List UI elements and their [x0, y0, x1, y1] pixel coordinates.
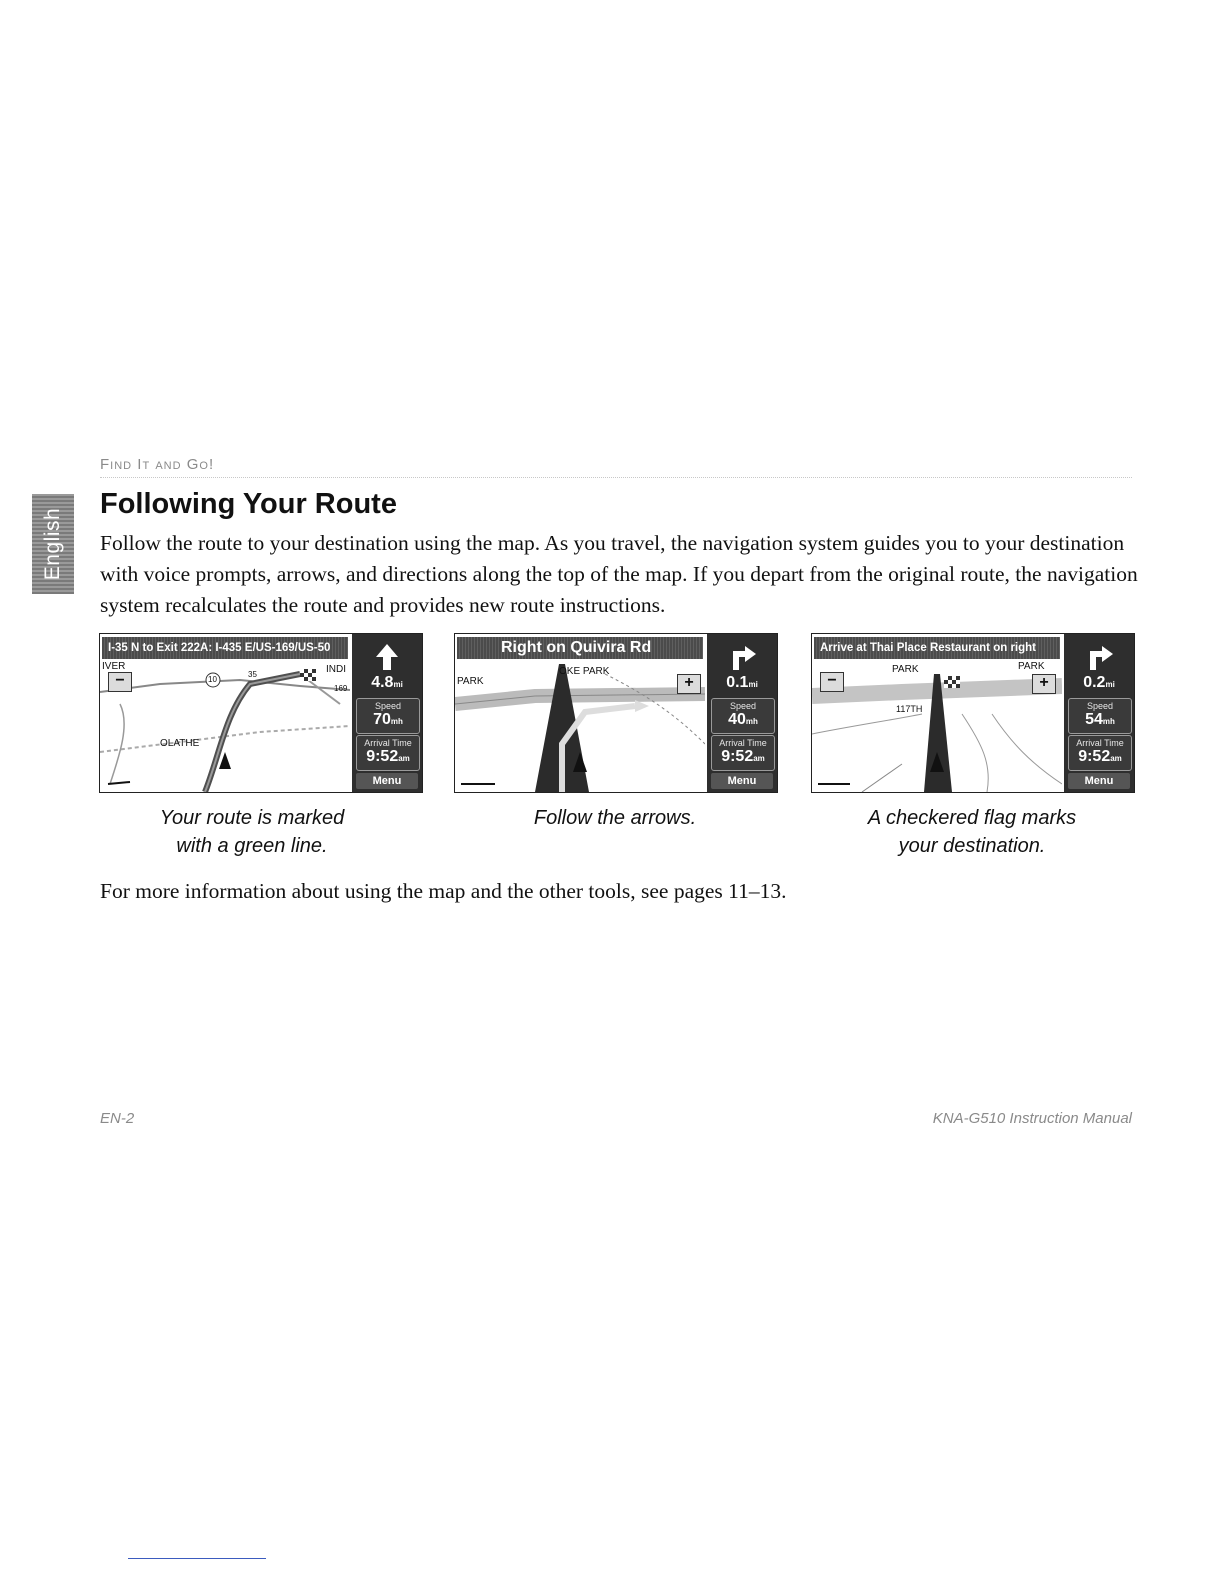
- speed-field[interactable]: Speed 54mh: [1068, 698, 1132, 734]
- caption-line: with a green line.: [176, 835, 328, 857]
- zoom-out-button[interactable]: −: [820, 672, 844, 692]
- speed-field[interactable]: Speed 40mh: [711, 698, 775, 734]
- language-tab-label: English: [41, 507, 64, 581]
- nav-screenshot-arrows: [454, 633, 778, 793]
- turn-right-arrow-icon: [727, 642, 757, 672]
- zoom-in-button[interactable]: +: [1032, 674, 1056, 694]
- arrival-time-field[interactable]: Arrival Time 9:52am: [711, 735, 775, 771]
- intro-paragraph: Follow the route to your destination using the map. As you travel, the navigation system guides you to your destination with voice prompts, arrows, and directions along the top of the map. If you depart from the original route, the navigation system recalculates the route and provides new route instructions.: [100, 531, 1138, 617]
- manual-title: KNA-G510 Instruction Manual: [932, 1110, 1132, 1127]
- caption-line: Your route is marked: [159, 807, 345, 829]
- map-label: 117TH: [896, 704, 923, 714]
- distance-to-turn[interactable]: 0.2mi: [1083, 674, 1115, 691]
- map-label: IVER: [102, 661, 126, 672]
- trip-panel: [1064, 634, 1134, 792]
- trip-panel: [352, 634, 422, 792]
- page-title: Following Your Route: [100, 488, 397, 520]
- caption-line: your destination.: [898, 835, 1046, 857]
- map-label: INDI: [326, 664, 346, 675]
- nav-screenshot-destination: [811, 633, 1135, 793]
- more-info-paragraph: For more information about using the map and the other tools, see pages 11–13.: [100, 879, 787, 903]
- turn-right-arrow-icon: [1084, 642, 1114, 672]
- instruction-banner: Right on Quivira Rd: [457, 637, 703, 659]
- distance-to-turn[interactable]: 4.8mi: [371, 674, 403, 691]
- language-tab: [32, 494, 74, 594]
- arrival-time-field[interactable]: Arrival Time 9:52am: [1068, 735, 1132, 771]
- page-number: EN-2: [100, 1110, 135, 1127]
- map-label: 35: [248, 670, 257, 679]
- map-label: PARK: [457, 676, 484, 687]
- bottom-rule: [128, 1558, 266, 1559]
- map-label: OLATHE: [160, 738, 200, 749]
- menu-button[interactable]: Menu: [356, 773, 418, 789]
- zoom-in-button[interactable]: +: [677, 674, 701, 694]
- figure-caption: [811, 804, 1133, 860]
- zoom-out-button[interactable]: −: [108, 672, 132, 692]
- figure-caption: [454, 804, 776, 832]
- caption-line: Follow the arrows.: [533, 807, 697, 829]
- nav-screenshot-route: [99, 633, 423, 793]
- distance-to-turn[interactable]: 0.1mi: [726, 674, 758, 691]
- caption-line: A checkered flag marks: [867, 807, 1077, 829]
- map-label: OKE PARK: [559, 666, 610, 677]
- map-label: 169: [334, 684, 348, 693]
- section-label: Find It and Go!: [100, 456, 1132, 478]
- map-label: PARK: [1018, 661, 1045, 672]
- map-label: PARK: [892, 664, 919, 675]
- menu-button[interactable]: Menu: [711, 773, 773, 789]
- instruction-banner: Arrive at Thai Place Restaurant on right: [814, 637, 1060, 659]
- menu-button[interactable]: Menu: [1068, 773, 1130, 789]
- trip-panel: [707, 634, 777, 792]
- speed-field[interactable]: Speed 70mh: [356, 698, 420, 734]
- map-label: 10: [208, 675, 217, 684]
- instruction-banner: I-35 N to Exit 222A: I-435 E/US-169/US-50: [102, 637, 348, 659]
- figure-caption: [91, 804, 413, 860]
- straight-arrow-icon: [372, 642, 402, 672]
- arrival-time-field[interactable]: Arrival Time 9:52am: [356, 735, 420, 771]
